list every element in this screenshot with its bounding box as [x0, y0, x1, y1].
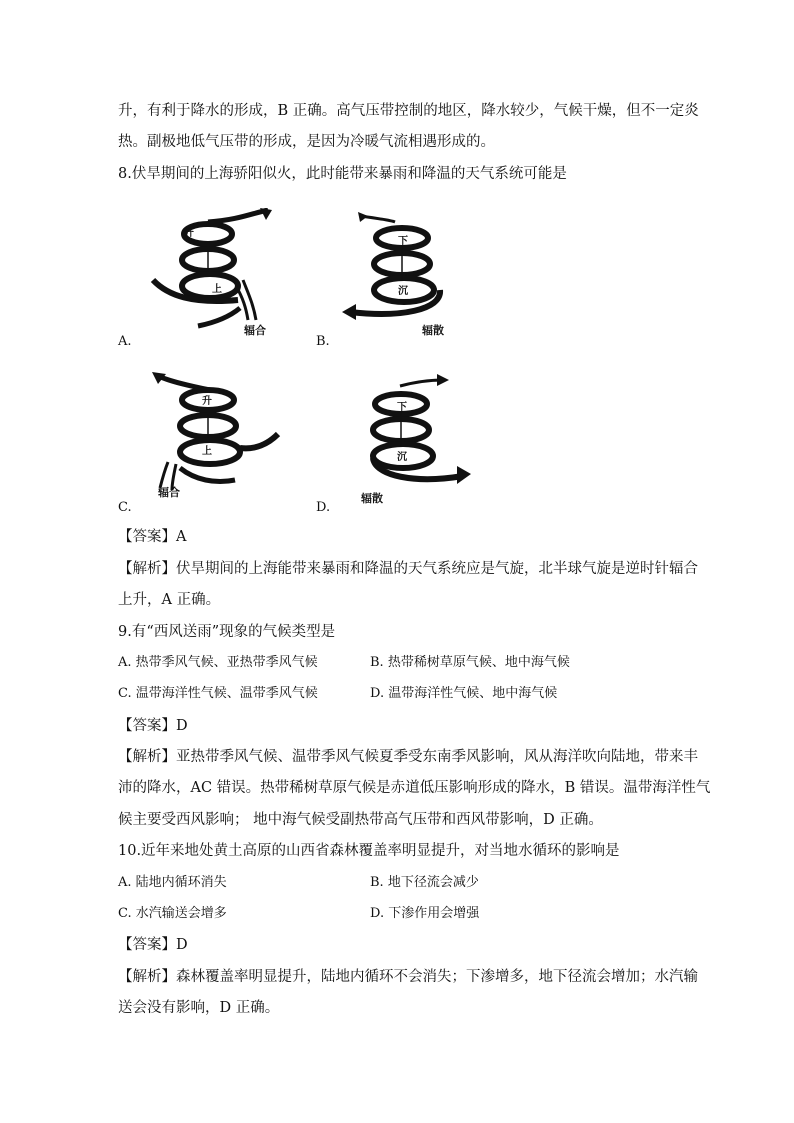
- intro-line-2: 热。副极地低气压带的形成，是因为冷暖气流相遇形成的。: [118, 134, 495, 150]
- figure-d-anticyclone: [345, 374, 475, 504]
- question-8-stem: 8.伏旱期间的上海骄阳似火，此时能带来暴雨和降温的天气系统可能是: [118, 166, 567, 182]
- figure-d-bottom-char: 沉: [397, 452, 407, 463]
- figure-a-top-char: 升: [184, 228, 194, 239]
- question-8-analysis-line-2: 上升，A 正确。: [118, 592, 221, 608]
- figure-a-label: A.: [118, 334, 132, 349]
- figure-b-label: B.: [316, 334, 330, 349]
- figure-b-caption: 辐散: [422, 324, 444, 337]
- figure-d-label: D.: [316, 500, 331, 515]
- figure-b-anticyclone: [340, 210, 470, 337]
- question-9-analysis-line-3: 候主要受西风影响； 地中海气候受副热带高气压带和西风带影响，D 正确。: [118, 812, 603, 828]
- figure-c-top-char: 升: [202, 396, 212, 407]
- question-8-answer: 【答案】A: [118, 529, 187, 545]
- question-9-analysis-line-1: 【解析】亚热带季风气候、温带季风气候夏季受东南季风影响，风从海洋吹向陆地，带来丰: [118, 749, 698, 765]
- figure-b-bottom-char: 沉: [398, 286, 408, 297]
- question-10-stem: 10.近年来地处黄土高原的山西省森林覆盖率明显提升，对当地水循环的影响是: [118, 843, 620, 859]
- question-10-analysis-line-1: 【解析】森林覆盖率明显提升，陆地内循环不会消失；下渗增多，地下径流会增加；水汽输: [118, 969, 698, 985]
- question-10-option-a: A. 陆地内循环消失: [118, 875, 227, 890]
- question-9-option-d: D. 温带海洋性气候、地中海气候: [370, 686, 558, 701]
- figure-c-label: C.: [118, 500, 132, 515]
- figure-d-caption: 辐散: [361, 492, 383, 505]
- figure-c-cyclone: [150, 372, 290, 502]
- figure-c-caption: 辐合: [158, 486, 180, 499]
- question-8-analysis-line-1: 【解析】伏旱期间的上海能带来暴雨和降温的天气系统应是气旋，北半球气旋是逆时针辐合: [118, 561, 698, 577]
- figure-b-top-char: 下: [398, 236, 408, 247]
- question-9-option-b: B. 热带稀树草原气候、地中海气候: [370, 655, 570, 670]
- question-9-option-c: C. 温带海洋性气候、温带季风气候: [118, 686, 318, 701]
- question-10-option-c: C. 水汽输送会增多: [118, 906, 227, 921]
- question-9-stem: 9.有“西风送雨”现象的气候类型是: [118, 624, 336, 640]
- question-10-answer: 【答案】D: [118, 937, 188, 953]
- intro-line-1: 升，有利于降水的形成，B 正确。高气压带控制的地区，降水较少，气候干燥，但不一定炎: [118, 103, 699, 119]
- figure-d-top-char: 下: [397, 402, 407, 413]
- figure-a-caption: 辐合: [244, 324, 266, 337]
- figure-c-bottom-char: 上: [202, 446, 212, 457]
- question-10-option-b: B. 地下径流会减少: [370, 875, 479, 890]
- figure-a-cyclone: [148, 208, 288, 338]
- question-10-option-d: D. 下渗作用会增强: [370, 906, 480, 921]
- question-10-analysis-line-2: 送会没有影响，D 正确。: [118, 1000, 280, 1016]
- question-9-analysis-line-2: 沛的降水，AC 错误。热带稀树草原气候是赤道低压影响形成的降水，B 错误。温带海洋性气: [118, 780, 711, 796]
- question-9-option-a: A. 热带季风气候、亚热带季风气候: [118, 655, 318, 670]
- figure-a-bottom-char: 上: [212, 284, 222, 295]
- question-9-answer: 【答案】D: [118, 718, 188, 734]
